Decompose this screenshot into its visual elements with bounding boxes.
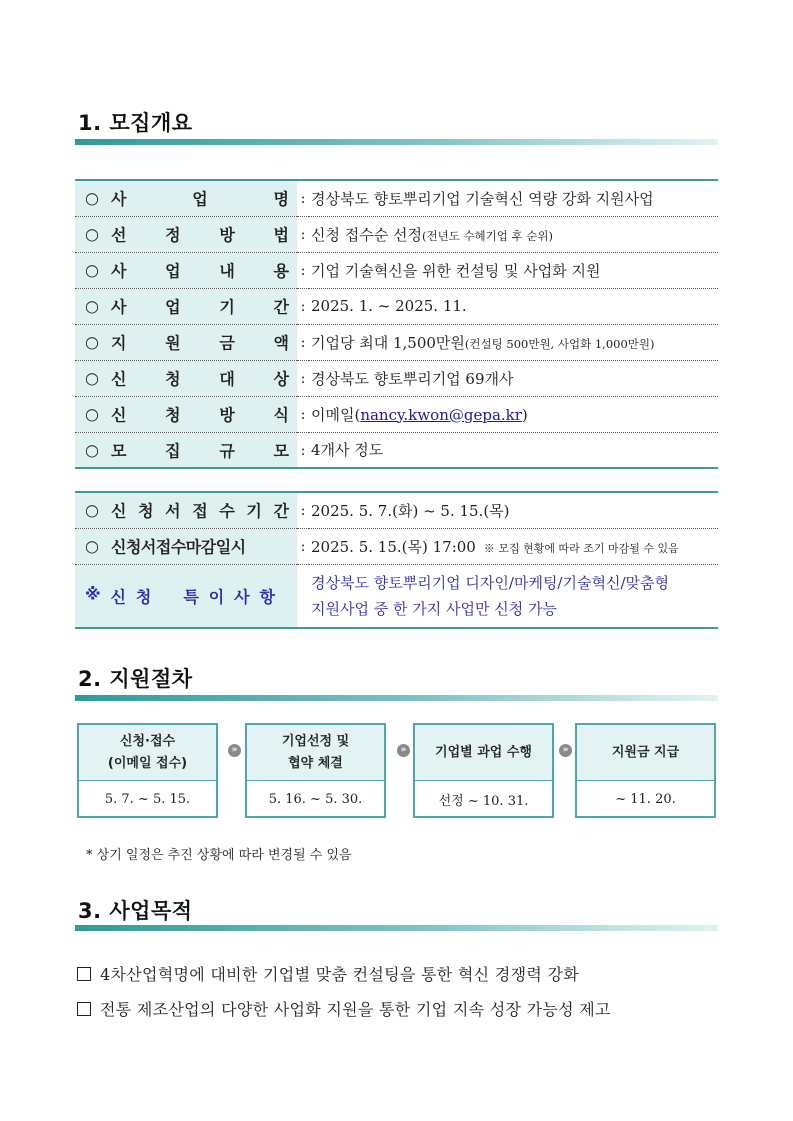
row-label	[75, 180, 297, 216]
label-char: 모	[111, 441, 127, 461]
label-char: 방	[219, 225, 235, 245]
step-title-text	[282, 731, 349, 774]
value-suffix: )	[521, 405, 528, 424]
row-label	[75, 492, 297, 528]
row-label-text	[111, 187, 289, 210]
overview-row	[75, 360, 718, 396]
colon: :	[297, 324, 309, 360]
overview-row	[75, 216, 718, 252]
next-arrow-icon: »	[559, 744, 572, 757]
label-char: 상	[273, 369, 289, 389]
value-text: 2025. 5. 15.(목) 17:00	[311, 537, 476, 556]
step-title-line: 기업별 과업 수행	[435, 744, 532, 760]
label-char: 금	[219, 333, 235, 353]
step-title	[577, 725, 714, 781]
label-char: 법	[273, 225, 289, 245]
step-title-line: 기업선정 및	[281, 734, 350, 750]
label-char: 용	[273, 261, 289, 281]
value-text: 신청 접수순 선정	[311, 225, 422, 244]
row-label-text	[111, 438, 289, 461]
value-prefix: 이메일(	[311, 405, 361, 424]
purpose-text: 4차산업혁명에 대비한 기업별 맞춤 컨설팅을 통한 혁신 경쟁력 강화	[100, 965, 579, 984]
bullet-icon: ○	[85, 404, 99, 424]
purpose-item	[77, 962, 579, 985]
colon: :	[297, 492, 309, 528]
step-date: 선정 ~ 10. 31.	[438, 793, 529, 809]
label-char: 업	[165, 297, 181, 317]
row-value	[309, 288, 718, 324]
row-value	[309, 216, 718, 252]
colon: :	[297, 360, 309, 396]
value-text: 4개사 정도	[311, 441, 384, 460]
label-char: 수	[219, 501, 235, 521]
bullet-icon: ○	[85, 500, 99, 520]
label-char: 신	[111, 369, 127, 389]
row-label	[75, 564, 297, 628]
label-char: ※	[85, 584, 101, 604]
label-char: 대	[219, 369, 235, 389]
step-title-line: 신청·접수	[119, 734, 176, 750]
special-notice-row	[75, 564, 718, 628]
email-link[interactable]: nancy.kwon@gepa.kr	[360, 405, 522, 424]
label-char: 서	[165, 501, 181, 521]
process-step	[77, 723, 218, 818]
row-label	[75, 528, 297, 564]
section-1-divider	[75, 139, 718, 145]
label-char: 원	[165, 333, 181, 353]
colon: :	[297, 180, 309, 216]
step-date: 5. 16. ~ 5. 30.	[268, 791, 363, 807]
label-char: 이	[208, 587, 225, 607]
section-2-title: 2. 지원절차	[78, 667, 193, 691]
value-text: 2025. 1. ~ 2025. 11.	[311, 297, 467, 315]
section-3-title: 3. 사업목적	[78, 899, 193, 923]
row-label-text	[111, 331, 289, 354]
step-title-text	[612, 742, 679, 763]
row-label-text	[111, 367, 289, 390]
overview-row	[75, 288, 718, 324]
process-step	[575, 723, 716, 818]
next-arrow-icon: »	[228, 744, 241, 757]
row-value	[309, 492, 718, 528]
row-value	[309, 252, 718, 288]
value-text: 경상북도 향토뿌리기업 기술혁신 역량 강화 지원사업	[311, 189, 654, 208]
overview-row	[75, 432, 718, 468]
overview-row	[75, 180, 718, 216]
label-char: 청	[165, 405, 181, 425]
row-label	[75, 432, 297, 468]
step-title	[79, 725, 216, 781]
label-char: 접	[192, 501, 208, 521]
overview-row	[75, 252, 718, 288]
process-step	[245, 723, 386, 818]
row-label-text	[111, 499, 289, 522]
colon: :	[297, 432, 309, 468]
label-char: 항	[259, 587, 275, 607]
row-label	[75, 324, 297, 360]
label-char: 지	[111, 333, 127, 353]
bullet-icon: ○	[85, 332, 99, 352]
purpose-item	[77, 997, 611, 1020]
label-char: 식	[273, 405, 289, 425]
row-label-text	[111, 259, 289, 282]
colon: :	[297, 252, 309, 288]
label-char: 간	[273, 297, 289, 317]
row-value	[309, 564, 718, 628]
step-title	[247, 725, 384, 781]
colon: :	[297, 288, 309, 324]
row-label	[75, 288, 297, 324]
label-char: 기	[219, 297, 235, 317]
label-char: 신	[111, 405, 127, 425]
label-char: 규	[219, 441, 235, 461]
step-title	[415, 725, 552, 781]
step-title-text	[435, 742, 532, 763]
row-label	[75, 396, 297, 432]
value-note: (전년도 수혜기업 후 순위)	[421, 228, 553, 243]
value-text: 기업당 최대 1,500만원	[311, 333, 465, 352]
bullet-icon: ○	[85, 188, 99, 208]
value-text: 2025. 5. 7.(화) ~ 5. 15.(목)	[311, 501, 510, 520]
bullet-icon: ○	[85, 296, 99, 316]
bullet-icon: ○	[85, 536, 99, 556]
row-label-text	[111, 295, 289, 318]
label-char: 사	[234, 587, 250, 607]
label-char: 신	[111, 501, 127, 521]
row-label-text: 신청서접수마감일시	[111, 537, 246, 557]
checkbox-icon	[77, 1002, 91, 1016]
overview-row	[75, 396, 718, 432]
step-title-line: 지원금 지급	[611, 744, 680, 760]
colon: :	[297, 216, 309, 252]
label-char: 청	[165, 369, 181, 389]
checkbox-icon	[77, 967, 91, 981]
step-title-line: (이메일 접수)	[107, 755, 188, 771]
purpose-text: 전통 제조산업의 다양한 사업화 지원을 통한 기업 지속 성장 가능성 제고	[100, 1000, 611, 1019]
step-title-text	[108, 731, 187, 774]
bullet-icon: ○	[85, 368, 99, 388]
row-value	[309, 360, 718, 396]
label-char: 내	[219, 261, 235, 281]
bullet-icon: ○	[85, 260, 99, 280]
label-char: 업	[165, 261, 181, 281]
application-row	[75, 528, 718, 564]
step-date: ~ 11. 20.	[615, 791, 676, 807]
section-2-divider	[75, 695, 718, 701]
bullet-icon: ○	[85, 224, 99, 244]
step-title-line: 협약 체결	[288, 755, 343, 771]
row-value	[309, 528, 718, 564]
value-text: 기업 기술혁신을 위한 컨설팅 및 사업화 지원	[311, 261, 601, 280]
special-line-1: 경상북도 향토뿌리기업 디자인/마케팅/기술혁신/맞춤형	[311, 573, 669, 592]
label-char: 모	[273, 441, 289, 461]
label-char: 정	[165, 225, 181, 245]
row-label	[75, 252, 297, 288]
label-char: 사	[111, 297, 127, 317]
row-label-text	[111, 223, 289, 246]
colon: :	[297, 396, 309, 432]
row-label	[75, 360, 297, 396]
bullet-icon: ○	[85, 440, 99, 460]
value-note: (컨설팅 500만원, 사업화 1,000만원)	[464, 336, 655, 351]
process-step	[413, 723, 554, 818]
application-row	[75, 492, 718, 528]
row-value	[309, 432, 718, 468]
overview-table	[75, 179, 718, 469]
colon: :	[297, 528, 309, 564]
row-label	[75, 216, 297, 252]
label-char: 청	[138, 501, 154, 521]
application-table	[75, 491, 718, 629]
step-date: 5. 7. ~ 5. 15.	[104, 791, 191, 807]
row-label-text	[111, 403, 289, 426]
row-value	[309, 180, 718, 216]
label-char: 명	[273, 189, 289, 209]
label-char: 사	[111, 261, 127, 281]
row-value	[309, 396, 718, 432]
label-char: 청	[135, 587, 152, 607]
overview-row	[75, 324, 718, 360]
row-label-text	[85, 584, 275, 607]
value-note: ※ 모집 현황에 따라 조기 마감될 수 있음	[483, 541, 679, 555]
label-char: 특	[183, 587, 199, 607]
colon-spacer	[297, 564, 309, 628]
label-char: 방	[219, 405, 235, 425]
row-value	[309, 324, 718, 360]
section-1-title: 1. 모집개요	[78, 111, 193, 135]
label-char: 사	[111, 189, 127, 209]
label-char: 신	[110, 587, 126, 607]
label-char: 액	[273, 333, 289, 353]
next-arrow-icon: »	[397, 744, 410, 757]
label-char: 업	[192, 189, 208, 209]
label-char: 간	[273, 501, 289, 521]
label-char: 집	[165, 441, 181, 461]
label-char: 기	[246, 501, 262, 521]
special-line-2: 지원사업 중 한 가지 사업만 신청 가능	[311, 599, 557, 618]
label-char: 선	[111, 225, 127, 245]
value-text: 경상북도 향토뿌리기업 69개사	[311, 369, 514, 388]
schedule-footnote: * 상기 일정은 추진 상황에 따라 변경될 수 있음	[86, 848, 352, 863]
section-3-divider	[75, 925, 718, 931]
